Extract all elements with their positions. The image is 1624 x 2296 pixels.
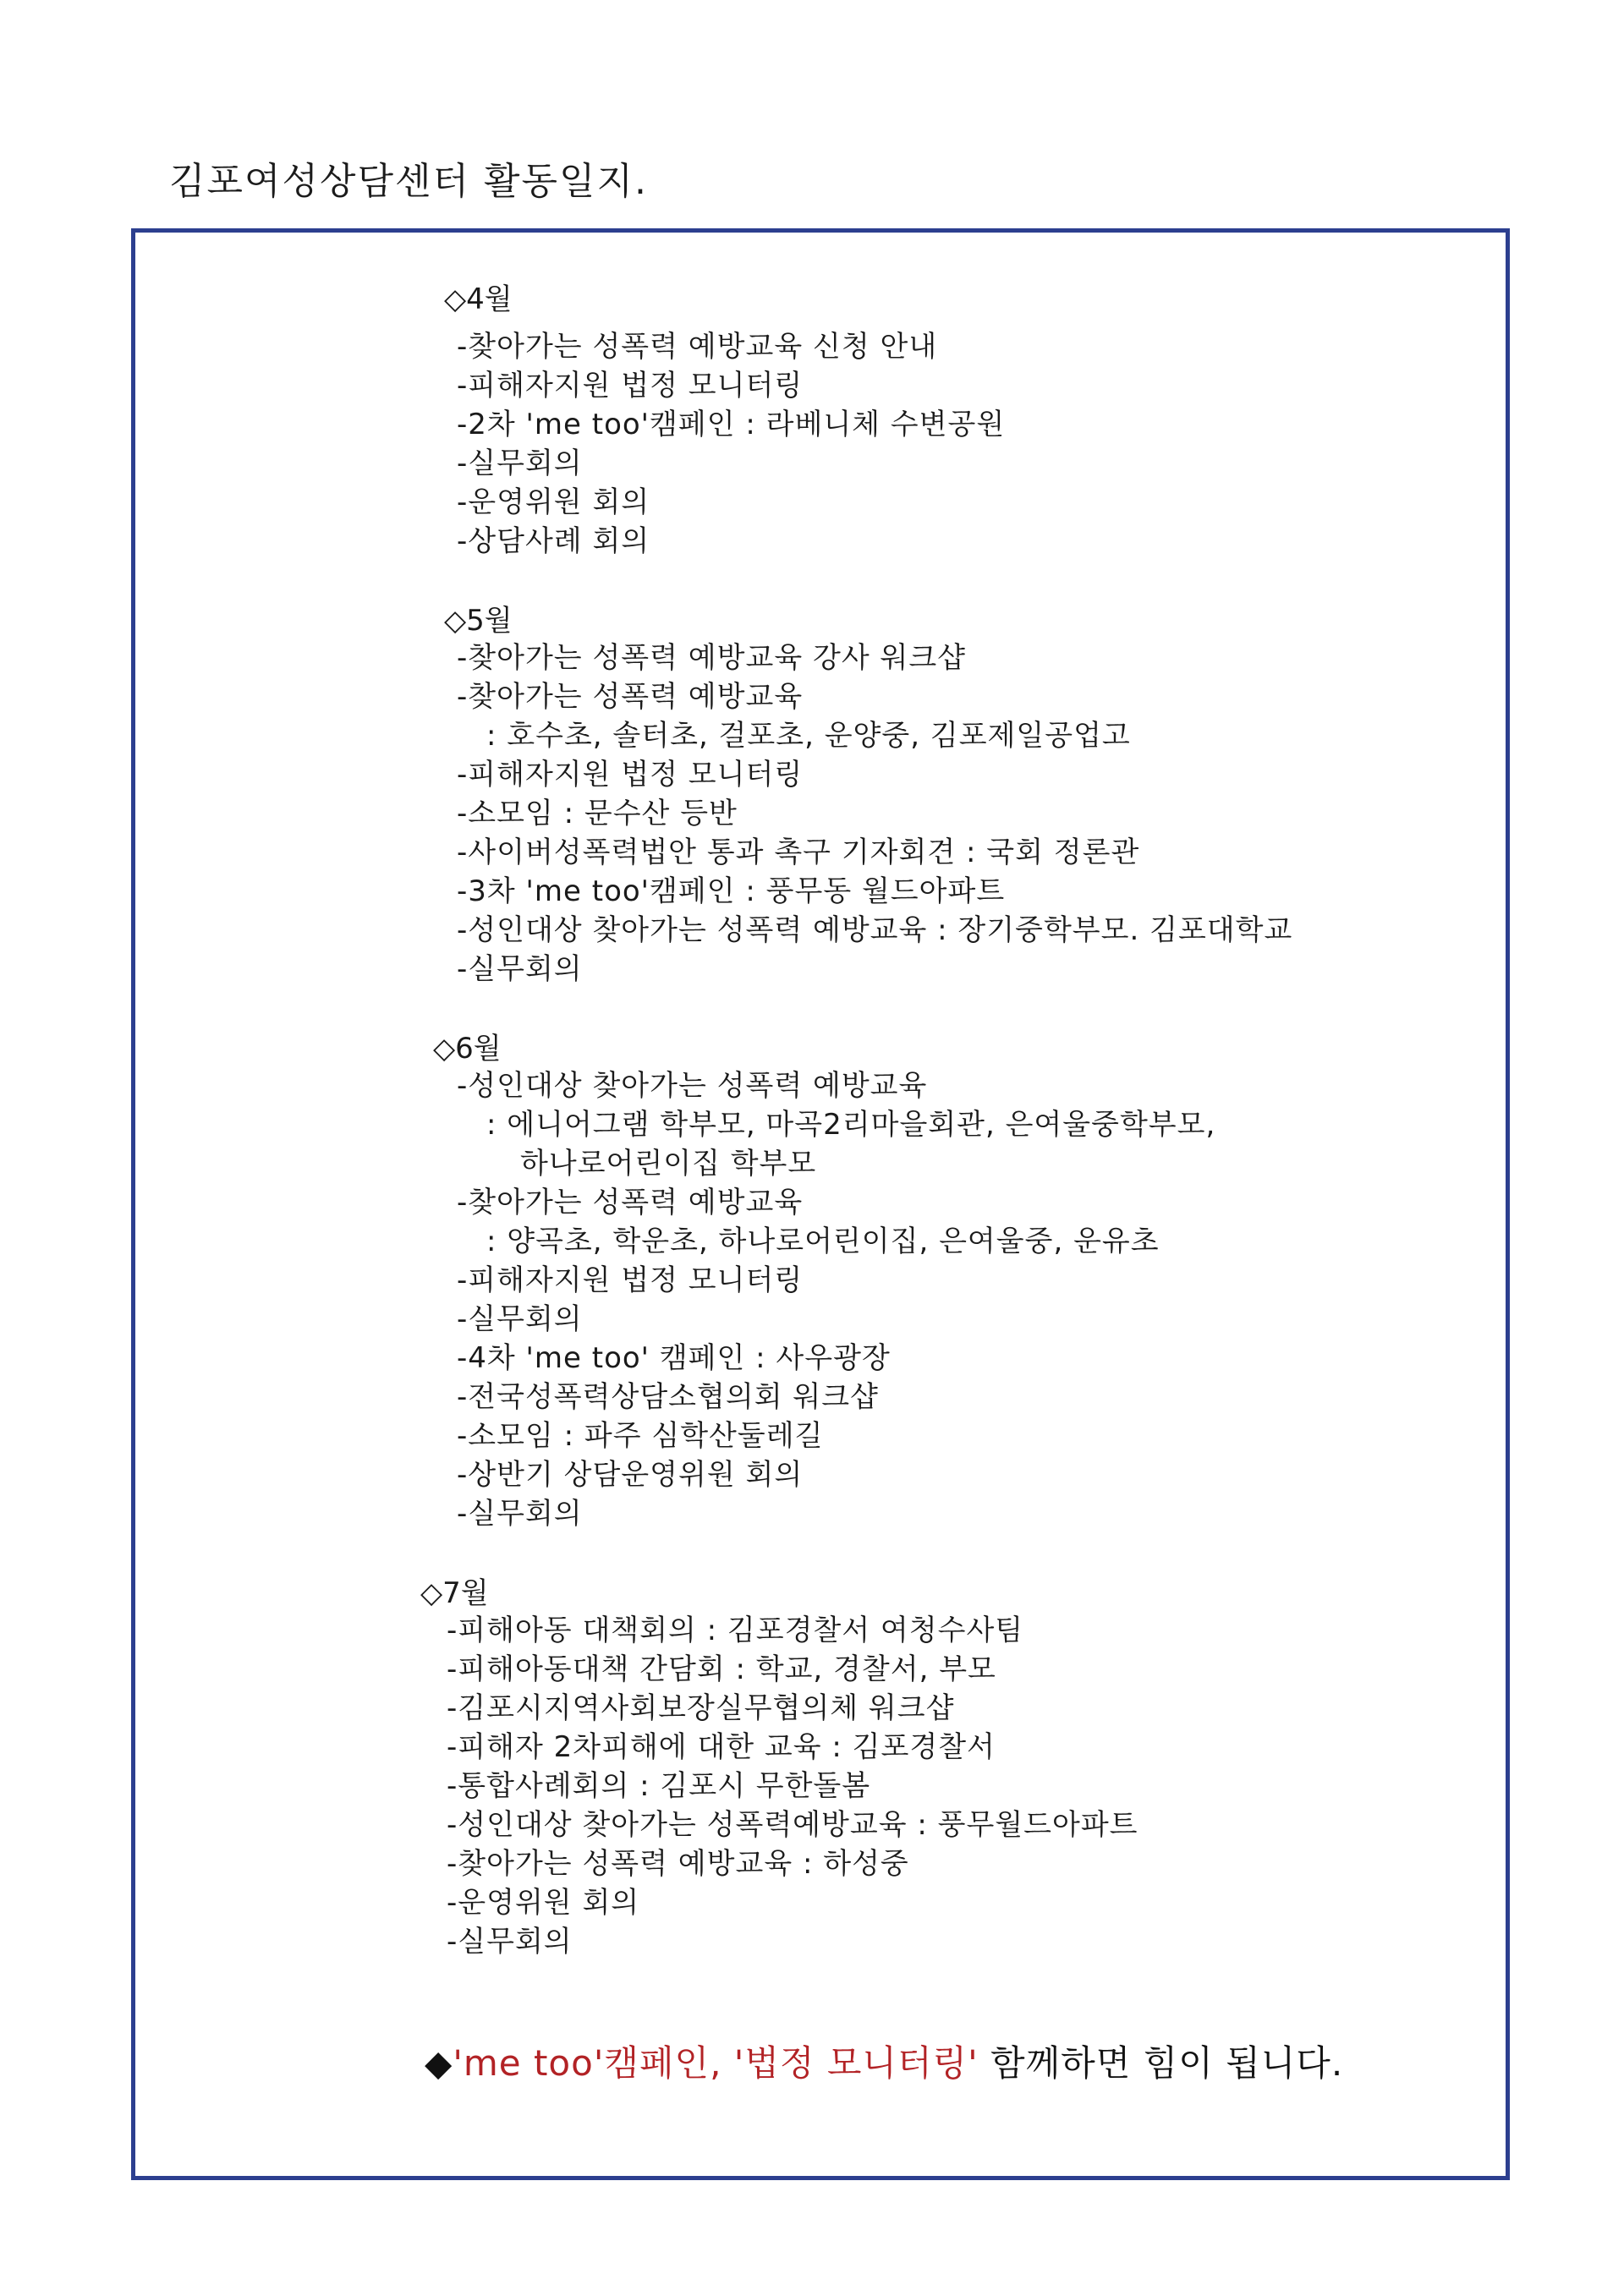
section-heading-june: ◇6월	[433, 1032, 502, 1066]
list-item: -실무회의	[447, 1925, 573, 1959]
list-item: -찾아가는 성폭력 예방교육	[457, 680, 804, 714]
list-item: -4차 'me too' 캠페인 : 사우광장	[457, 1341, 891, 1375]
list-item: -실무회의	[457, 952, 583, 986]
list-item: -피해아동 대책회의 : 김포경찰서 여청수사팀	[447, 1614, 1024, 1647]
list-item: -피해자지원 법정 모니터링	[457, 369, 804, 403]
list-item: -전국성폭력상담소협의회 워크샵	[457, 1380, 879, 1414]
list-item: -찾아가는 성폭력 예방교육	[457, 1186, 804, 1219]
list-item: -찾아가는 성폭력 예방교육 강사 워크샵	[457, 641, 967, 675]
list-item-detail: : 양곡초, 학운초, 하나로어린이집, 은여울중, 운유초	[486, 1225, 1160, 1258]
slogan-text: 함께하면 힘이 됩니다.	[978, 2042, 1344, 2084]
section-heading-april: ◇4월	[444, 282, 513, 316]
list-item-detail: : 에니어그램 학부모, 마곡2리마을회관, 은여울중학부모,	[486, 1108, 1216, 1142]
list-item: -실무회의	[457, 1497, 583, 1531]
list-item: -운영위원 회의	[447, 1886, 640, 1920]
list-item: -소모임 : 문수산 등반	[457, 797, 738, 830]
list-item: -성인대상 찾아가는 성폭력 예방교육 : 장기중학부모. 김포대학교	[457, 913, 1293, 947]
list-item: -소모임 : 파주 심학산둘레길	[457, 1419, 824, 1453]
filled-diamond-icon: ◆	[425, 2042, 453, 2084]
list-item: -운영위원 회의	[457, 485, 650, 519]
list-item: -피해자지원 법정 모니터링	[457, 758, 804, 792]
list-item-detail: 하나로어린이집 학부모	[520, 1147, 817, 1181]
list-item: -피해자지원 법정 모니터링	[457, 1263, 804, 1297]
section-heading-july: ◇7월	[420, 1576, 489, 1610]
list-item: -3차 'me too'캠페인 : 풍무동 월드아파트	[457, 874, 1006, 908]
list-item: -실무회의	[457, 1302, 583, 1336]
list-item: -사이버성폭력법안 통과 촉구 기자회견 : 국회 정론관	[457, 836, 1140, 869]
page-title: 김포여성상담센터 활동일지.	[169, 160, 649, 203]
list-item: -상담사례 회의	[457, 524, 650, 558]
list-item: -찾아가는 성폭력 예방교육 : 하성중	[447, 1847, 909, 1881]
slogan	[425, 2040, 1343, 2087]
section-heading-may: ◇5월	[444, 604, 513, 638]
list-item: -성인대상 찾아가는 성폭력 예방교육	[457, 1069, 928, 1103]
list-item: -성인대상 찾아가는 성폭력예방교육 : 풍무월드아파트	[447, 1808, 1138, 1842]
list-item: -김포시지역사회보장실무협의체 워크샵	[447, 1691, 955, 1725]
list-item-detail: : 호수초, 솔터초, 걸포초, 운양중, 김포제일공업고	[486, 719, 1131, 753]
list-item: -찾아가는 성폭력 예방교육 신청 안내	[457, 330, 938, 364]
list-item: -피해자 2차피해에 대한 교육 : 김포경찰서	[447, 1730, 996, 1764]
slogan-highlight: 'me too'캠페인, '법정 모니터링'	[453, 2042, 979, 2084]
list-item: -통합사례회의 : 김포시 무한돌봄	[447, 1769, 871, 1803]
list-item: -피해아동대책 간담회 : 학교, 경찰서, 부모	[447, 1652, 996, 1686]
list-item: -상반기 상담운영위원 회의	[457, 1458, 804, 1492]
list-item: -실무회의	[457, 447, 583, 480]
list-item: -2차 'me too'캠페인 : 라베니체 수변공원	[457, 408, 1006, 441]
